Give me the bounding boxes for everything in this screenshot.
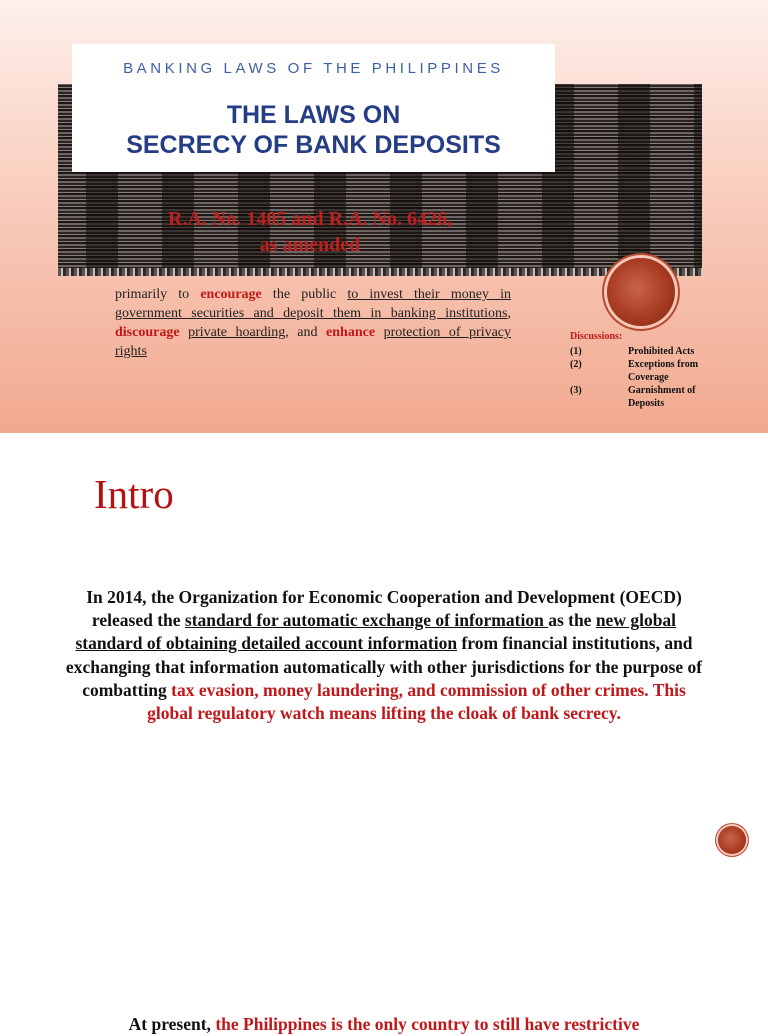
intro-red-text: tax evasion, money laundering, and commission of other crimes. This global regulatory watch means lifting the cloak of bank secrecy. bbox=[147, 679, 686, 724]
purpose-hoarding: private hoarding bbox=[188, 325, 286, 340]
purpose-text: primarily to bbox=[115, 287, 201, 302]
discussion-number: (2) bbox=[570, 359, 582, 370]
purpose-text: , and bbox=[285, 325, 327, 340]
discussion-number: (1) bbox=[570, 346, 582, 357]
discussion-number: (3) bbox=[570, 385, 582, 396]
discussions-title: Discussions: bbox=[570, 331, 623, 342]
intro-text: In 2014, the Organization for Economic Cooperation and Development (OECD) released the bbox=[86, 587, 682, 631]
discussion-text: Garnishment of Deposits bbox=[628, 385, 696, 409]
cover-title bbox=[72, 100, 555, 160]
next-lead: At present, bbox=[128, 1014, 216, 1034]
discussion-text: Exceptions from Coverage bbox=[628, 359, 699, 383]
purpose-paragraph bbox=[115, 285, 511, 361]
cover-slide bbox=[0, 0, 768, 433]
pattern-strip bbox=[58, 268, 702, 276]
purpose-text: the public bbox=[261, 287, 348, 302]
cover-title-line2: SECRECY OF BANK DEPOSITS bbox=[126, 131, 501, 159]
intro-underline-global: new global standard of obtaining detailed account information bbox=[75, 610, 677, 654]
decorative-small-circle bbox=[718, 826, 746, 854]
cover-kicker: BANKING LAWS OF THE PHILIPPINES bbox=[123, 60, 504, 77]
discussion-item bbox=[570, 384, 720, 410]
intro-underline-standard: standard for automatic exchange of information bbox=[184, 610, 549, 631]
intro-heading: Intro bbox=[94, 471, 174, 517]
discussion-text: Prohibited Acts bbox=[628, 346, 695, 357]
purpose-invest: to invest their money in government securities and deposit them in banking institutions bbox=[115, 287, 511, 321]
title-card bbox=[72, 44, 555, 172]
purpose-text: , bbox=[507, 306, 511, 321]
purpose-privacy: protection of privacy rights bbox=[115, 325, 512, 359]
discussions-list bbox=[570, 345, 720, 410]
purpose-text bbox=[180, 325, 189, 340]
intro-text: as the bbox=[548, 610, 596, 631]
ra-subtitle bbox=[120, 206, 500, 258]
next-red: the Philippines is the only country to still have restrictive bbox=[215, 1014, 640, 1034]
discussion-item bbox=[570, 345, 720, 358]
purpose-encourage: encourage bbox=[200, 287, 262, 302]
discussion-item bbox=[570, 358, 720, 384]
purpose-enhance: enhance bbox=[326, 325, 376, 340]
next-slide-text bbox=[62, 1013, 706, 1036]
intro-paragraph bbox=[62, 586, 706, 725]
decorative-circle bbox=[607, 258, 675, 326]
cover-title-line1: THE LAWS ON bbox=[226, 101, 401, 129]
purpose-discourage: discourage bbox=[115, 325, 180, 340]
ra-line1: R.A. No. 1405 and R.A. No. 6426, bbox=[168, 208, 452, 230]
intro-text: from financial institutions, and exchanging that information automatically with other jurisdictions for the purpose of combatting bbox=[65, 633, 703, 700]
ra-line2: as amended bbox=[259, 234, 361, 256]
purpose-text bbox=[375, 325, 384, 340]
